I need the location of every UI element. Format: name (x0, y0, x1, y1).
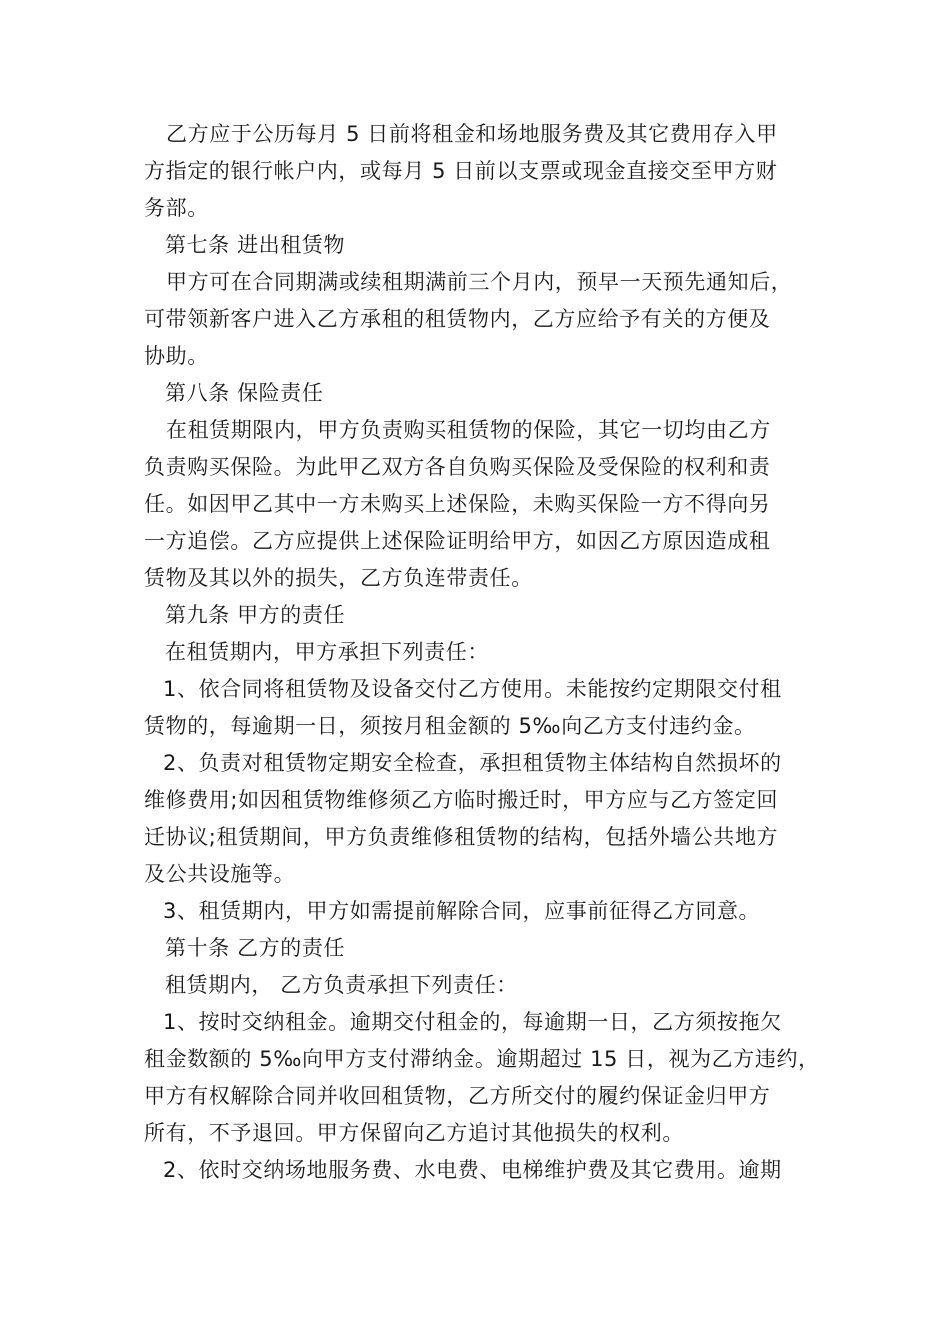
paragraph-line: 租赁期内， 乙方负责承担下列责任： (165, 973, 518, 997)
paragraph-line: 在租赁期内，甲方承担下列责任： (165, 640, 489, 664)
list-item: 3、租赁期内，甲方如需提前解除合同，应事前征得乙方同意。 (163, 899, 761, 923)
section-heading-8: 第八条 保险责任 (165, 381, 324, 405)
paragraph-line: 负责购买保险。为此甲乙双方各自负购买保险及受保险的权利和责 (144, 455, 771, 479)
paragraph-line: 所有，不予退回。甲方保留向乙方追讨其他损失的权利。 (144, 1121, 684, 1145)
document-body (144, 116, 820, 1189)
paragraph-line: 乙方应于公历每月 5 日前将租金和场地服务费及其它费用存入甲 (166, 122, 778, 146)
paragraph-line: 及公共设施等。 (144, 862, 296, 886)
section-heading-7: 第七条 进出租赁物 (165, 233, 346, 257)
section-heading-9: 第九条 甲方的责任 (165, 603, 346, 627)
paragraph-line: 务部。 (144, 196, 209, 220)
paragraph-line: 任。如因甲乙其中一方未购买上述保险，未购买保险一方不得向另 (144, 492, 771, 516)
paragraph-line: 迁协议;租赁期间，甲方负责维修租赁物的结构，包括外墙公共地方 (144, 825, 779, 849)
paragraph-line: 协助。 (144, 344, 209, 368)
paragraph-line: 赁物的，每逾期一日，须按月租金额的 5‰向乙方支付违约金。 (144, 714, 756, 738)
paragraph-line: 在租赁期限内，甲方负责购买租赁物的保险，其它一切均由乙方 (166, 418, 771, 442)
paragraph-line: 可带领新客户进入乙方承租的租赁物内，乙方应给予有关的方便及 (144, 307, 771, 331)
paragraph-line: 赁物及其以外的损失，乙方负连带责任。 (144, 566, 533, 590)
paragraph-line: 一方追偿。乙方应提供上述保险证明给甲方，如因乙方原因造成租 (144, 529, 771, 553)
paragraph-line: 甲方有权解除合同并收回租赁物，乙方所交付的履约保证金归甲方 (144, 1084, 771, 1108)
paragraph-line: 甲方可在合同期满或续租期满前三个月内，预早一天预先通知后， (166, 270, 793, 294)
list-item: 1、按时交纳租金。逾期交付租金的，每逾期一日，乙方须按拖欠 (163, 1010, 782, 1034)
list-item: 2、负责对租赁物定期安全检查，承担租赁物主体结构自然损坏的 (163, 751, 782, 775)
list-item: 1、依合同将租赁物及设备交付乙方使用。未能按约定期限交付租 (163, 677, 782, 701)
paragraph-line: 方指定的银行帐户内，或每月 5 日前以支票或现金直接交至甲方财 (144, 159, 778, 183)
list-item: 2、依时交纳场地服务费、水电费、电梯维护费及其它费用。逾期 (163, 1158, 782, 1182)
paragraph-line: 维修费用;如因租赁物维修须乙方临时搬迁时，甲方应与乙方签定回 (144, 788, 779, 812)
paragraph-line: 租金数额的 5‰向甲方支付滞纳金。逾期超过 15 日，视为乙方违约， (144, 1047, 820, 1071)
section-heading-10: 第十条 乙方的责任 (165, 936, 346, 960)
